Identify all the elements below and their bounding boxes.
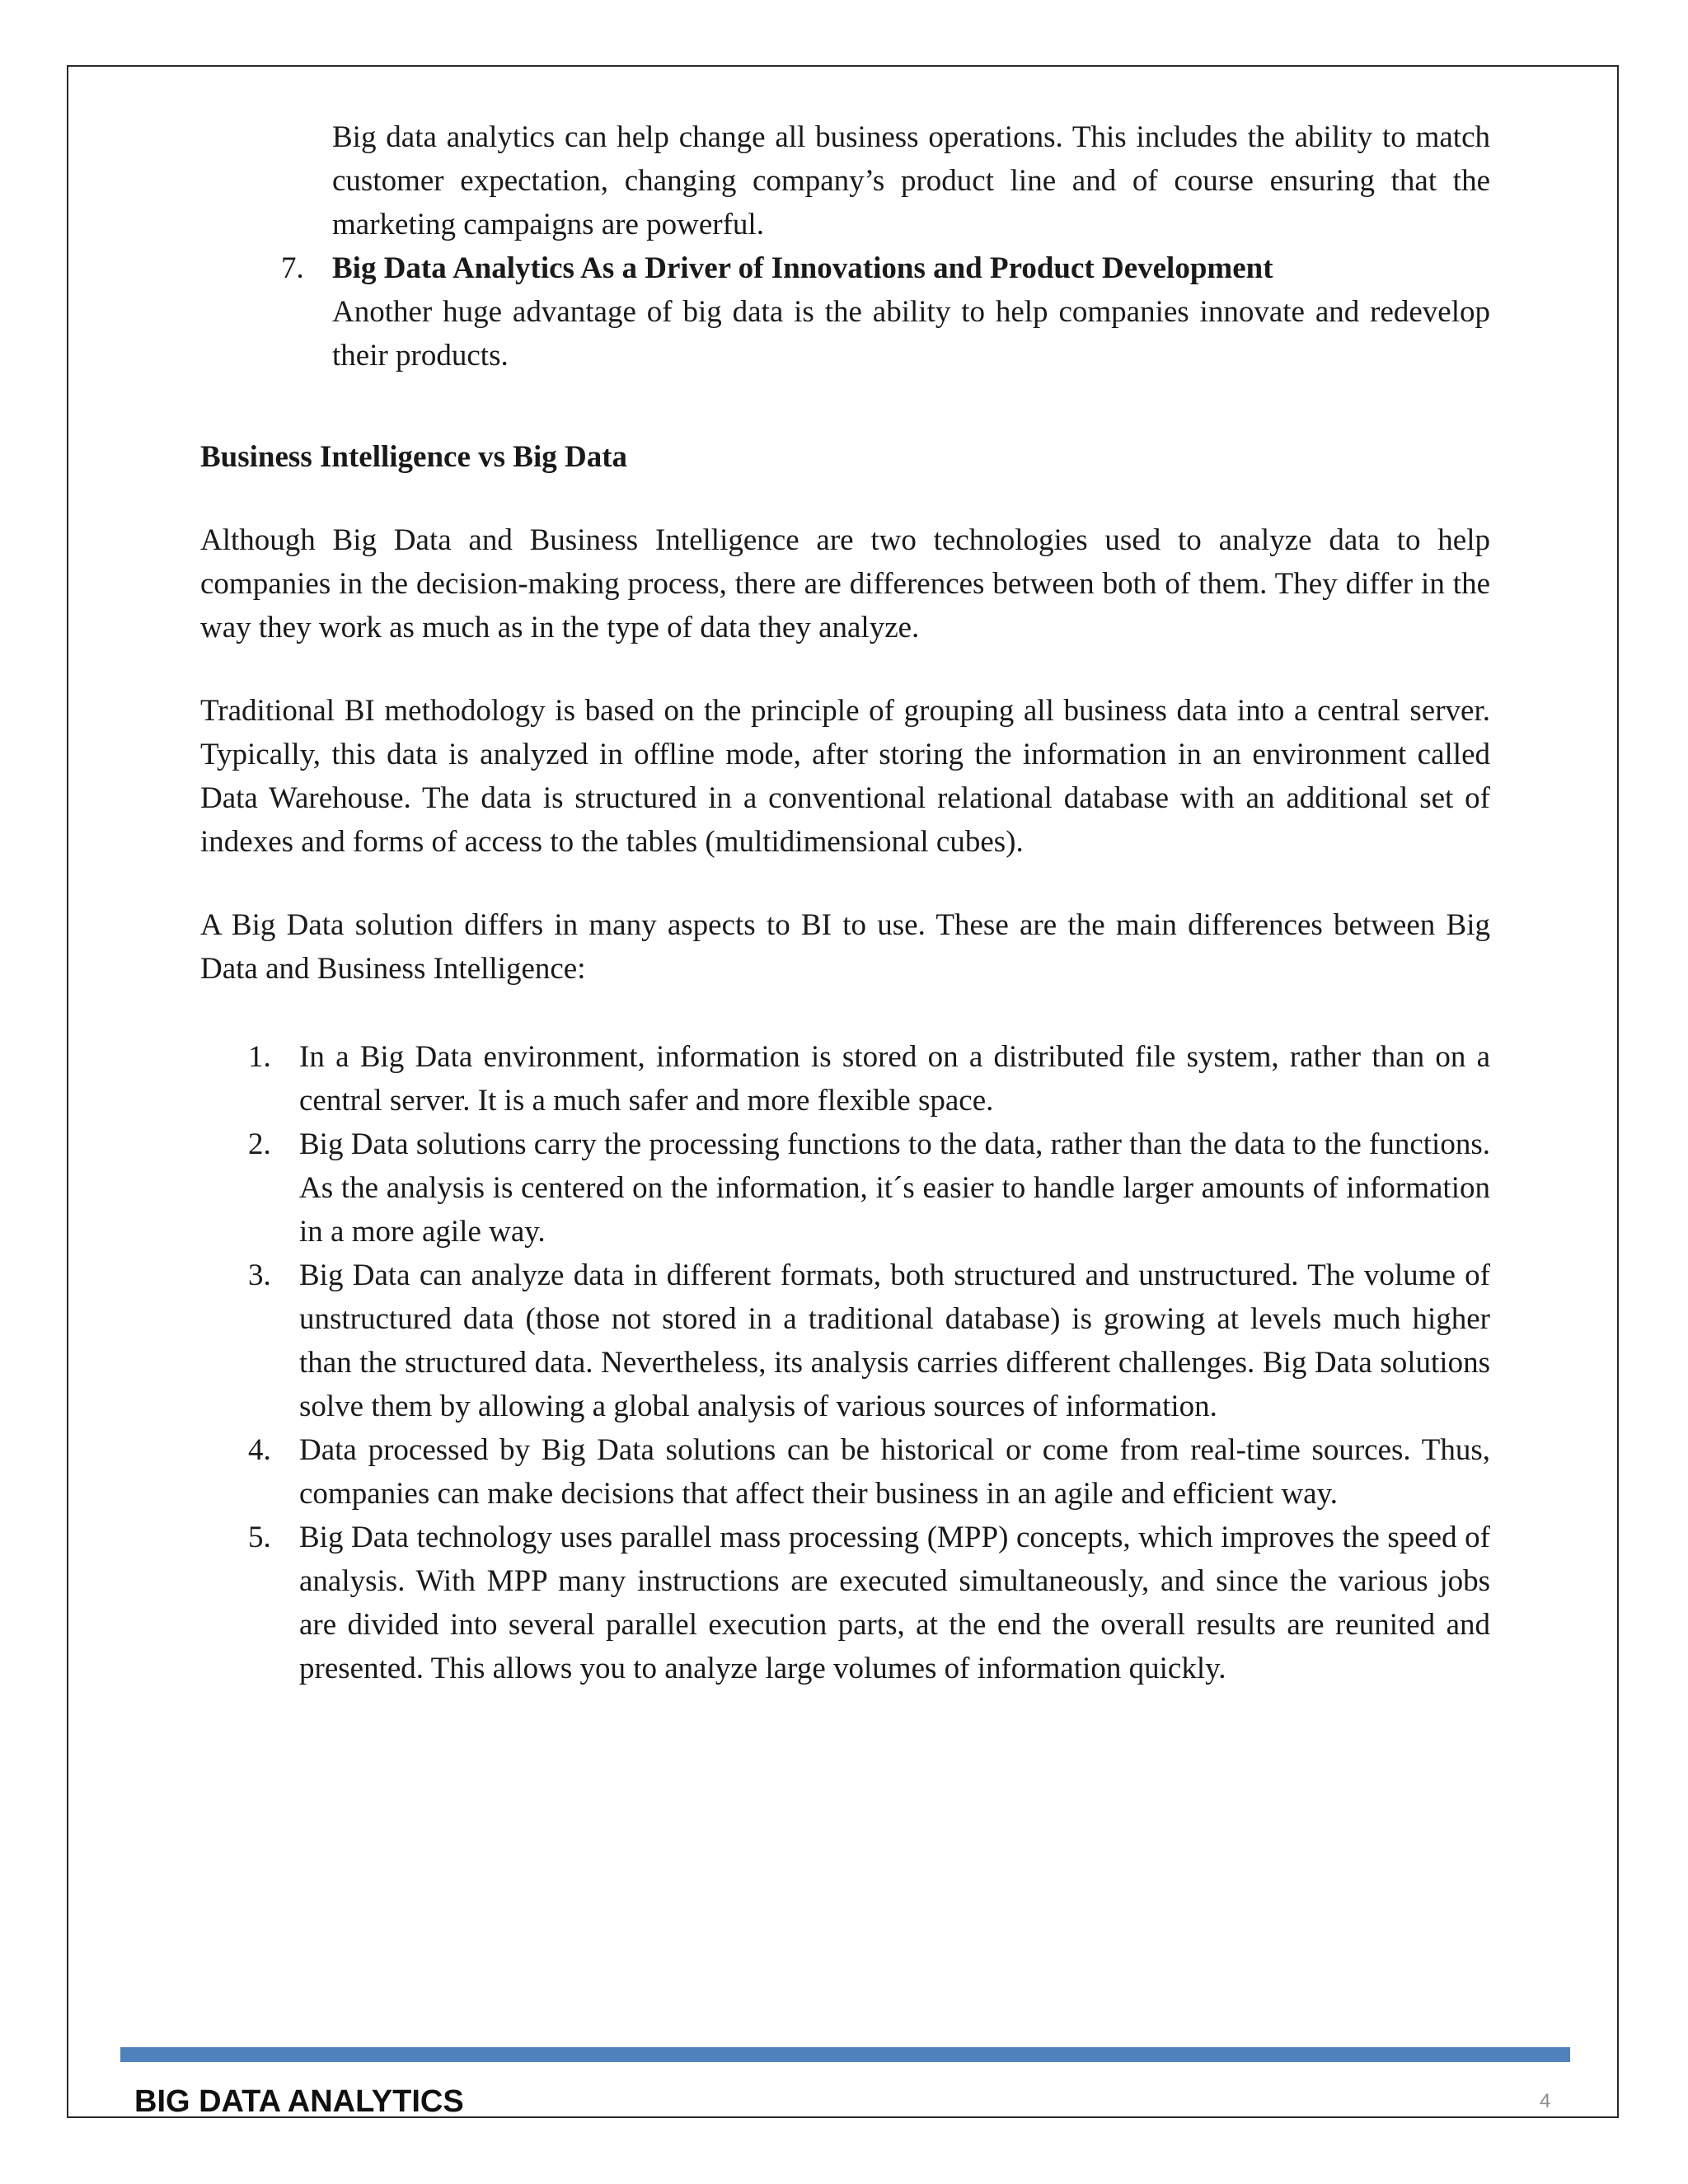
list-item xyxy=(200,1516,1490,1690)
list-item-text: Big Data can analyze data in different formats, both structured and unstructured. The volume of unstructured data (those not stored in a traditional database) is growing at levels much higher than the structured data. Nevertheless, its analysis carries different challenges. Big Data solutions solve them by allowing a global analysis of various sources of information. xyxy=(299,1258,1490,1423)
paragraph: A Big Data solution differs in many aspects to BI to use. These are the main differences between Big Data and Business Intelligence: xyxy=(200,908,1490,986)
paragraph: Traditional BI methodology is based on the principle of grouping all business data into a central server. Typically, this data is analyzed in offline mode, after storing the information in an environment called Data Warehouse. The data is structured in a conventional relational database with an additional set of indexes and forms of access to the tables (multidimensional cubes). xyxy=(200,694,1490,859)
list-item xyxy=(200,1428,1490,1516)
document-body xyxy=(200,115,1490,1690)
list-item-number: 1. xyxy=(248,1040,271,1074)
list-item-number: 4. xyxy=(248,1433,271,1467)
footer-title: BIG DATA ANALYTICS xyxy=(134,2084,464,2119)
list-item-title: Big Data Analytics As a Driver of Innovations and Product Development xyxy=(332,251,1273,285)
section-heading: Business Intelligence vs Big Data xyxy=(200,440,628,474)
list-item-number: 2. xyxy=(248,1127,271,1161)
list-item-text: Big Data technology uses parallel mass processing (MPP) concepts, which improves the speed of analysis. With MPP many instructions are executed simultaneously, and since the various jobs are divided into several parallel execution parts, at the end the overall results are reunited and presented. This allows you to analyze large volumes of information quickly. xyxy=(299,1521,1490,1685)
list-item-number: 7. xyxy=(281,251,304,285)
list-item xyxy=(200,1254,1490,1428)
list-item-text: Another huge advantage of big data is the ability to help companies innovate and redevelop their products. xyxy=(332,295,1490,373)
list-item-text: Data processed by Big Data solutions can be historical or come from real-time sources. Thus, companies can make decisions that affect their business in an agile and efficient way. xyxy=(299,1433,1490,1511)
list-item xyxy=(200,1122,1490,1254)
continuation-paragraph: Big data analytics can help change all business operations. This includes the ability to match customer expectation, changing company’s product line and of course ensuring that the marketing campaigns are powerful. xyxy=(332,120,1490,241)
list-item xyxy=(200,1035,1490,1122)
list-item-text: In a Big Data environment, information is stored on a distributed file system, rather than on a central server. It is a much safer and more flexible space. xyxy=(299,1040,1490,1118)
list-item-number: 3. xyxy=(248,1258,271,1292)
differences-list xyxy=(200,1035,1490,1690)
footer-rule xyxy=(120,2047,1570,2062)
page-number: 4 xyxy=(1540,2090,1551,2112)
list-item-7 xyxy=(200,246,1490,377)
list-item-number: 5. xyxy=(248,1521,271,1554)
list-item-text: Big Data solutions carry the processing functions to the data, rather than the data to the functions. As the analysis is centered on the information, it´s easier to handle larger amounts of information in a more agile way. xyxy=(299,1127,1490,1249)
paragraph: Although Big Data and Business Intelligence are two technologies used to analyze data to help companies in the decision-making process, there are differences between both of them. They differ in the way they work as much as in the type of data they analyze. xyxy=(200,523,1490,644)
